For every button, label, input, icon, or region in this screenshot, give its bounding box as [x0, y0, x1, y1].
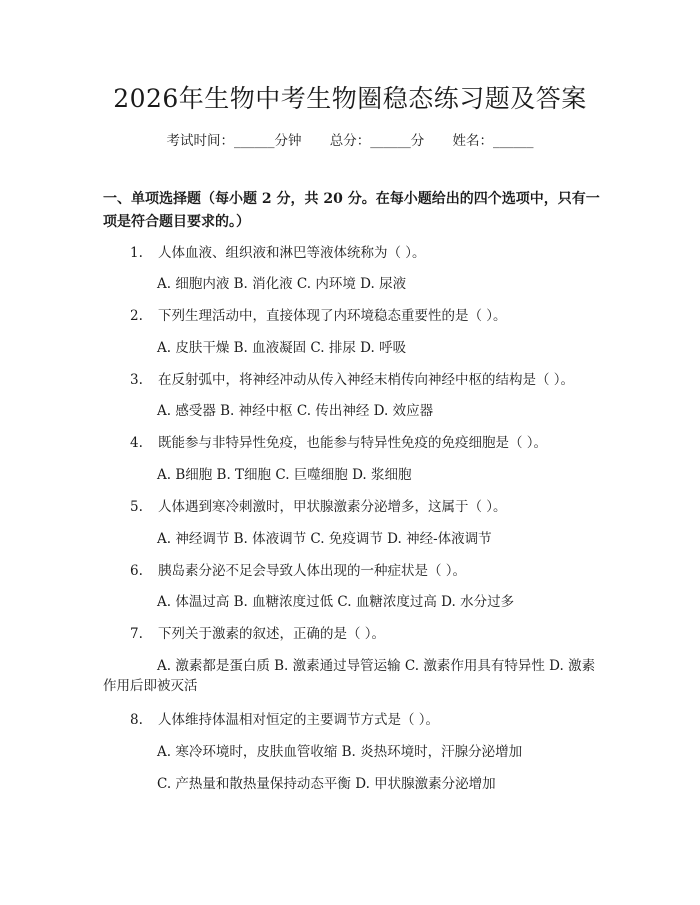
question-number: 7.: [130, 626, 143, 642]
question-text: 人体维持体温相对恒定的主要调节方式是（ ）。: [158, 712, 440, 728]
question-options: A. 感受器 B. 神经中枢 C. 传出神经 D. 效应器: [157, 403, 434, 419]
exam-time-field: 考试时间：______分钟: [166, 133, 302, 149]
question-number: 8.: [130, 712, 143, 728]
question-text: 既能参与非特异性免疫，也能参与特异性免疫的免疫细胞是（ ）。: [158, 435, 548, 451]
question-text: 胰岛素分泌不足会导致人体出现的一种症状是（ ）。: [158, 563, 467, 579]
question-stem: [130, 370, 600, 390]
question-options-line2: C. 产热量和散热量保持动态平衡 D. 甲状腺激素分泌增加: [157, 776, 496, 792]
exam-info-line: [0, 131, 700, 151]
question-options: A. B细胞 B. T细胞 C. 巨噬细胞 D. 浆细胞: [157, 467, 412, 483]
question-options-line1: A. 寒冷环境时，皮肤血管收缩 B. 炎热环境时，汗腺分泌增加: [157, 744, 523, 760]
question-number: 2.: [130, 308, 143, 324]
question-stem: [130, 710, 600, 730]
question-number: 6.: [130, 563, 143, 579]
question-text: 下列关于激素的叙述，正确的是（ ）。: [158, 626, 386, 642]
question-text: 在反射弧中，将神经冲动从传入神经末梢传向神经中枢的结构是（ ）。: [158, 372, 575, 388]
question-stem: [130, 306, 600, 326]
question-options: A. 细胞内液 B. 消化液 C. 内环境 D. 尿液: [157, 276, 407, 292]
question-options: A. 神经调节 B. 体液调节 C. 免疫调节 D. 神经-体液调节: [157, 531, 492, 547]
question-stem: [130, 561, 600, 581]
question-number: 3.: [130, 372, 143, 388]
question-text: 下列生理活动中，直接体现了内环境稳态重要性的是（ ）。: [158, 308, 507, 324]
question-options: A. 体温过高 B. 血糖浓度过低 C. 血糖浓度过高 D. 水分过多: [157, 594, 515, 610]
student-name-field: 姓名：______: [452, 133, 534, 149]
question-text: 人体遇到寒冷刺激时，甲状腺激素分泌增多，这属于（ ）。: [158, 499, 507, 515]
question-options: A. 皮肤干燥 B. 血液凝固 C. 排尿 D. 呼吸: [157, 340, 407, 356]
page-title: 2026年生物中考生物圈稳态练习题及答案: [113, 84, 587, 113]
question-stem: [130, 433, 600, 453]
question-number: 5.: [130, 499, 143, 515]
question-stem: [130, 497, 600, 517]
question-number: 1.: [130, 245, 143, 261]
question-options: A. 激素都是蛋白质 B. 激素通过导管运输 C. 激素作用具有特异性 D. 激素作用后即被灭活: [103, 658, 596, 694]
question-text: 人体血液、组织液和淋巴等液体统称为（ ）。: [158, 245, 426, 261]
total-score-field: 总分：______分: [329, 133, 425, 149]
question-number: 4.: [130, 435, 143, 451]
section-heading: 一、单项选择题（每小题 2 分，共 20 分。在每小题给出的四个选项中，只有一项是符合题目要求的。）: [103, 191, 600, 230]
question-stem: [130, 624, 600, 644]
question-stem: [130, 243, 600, 263]
